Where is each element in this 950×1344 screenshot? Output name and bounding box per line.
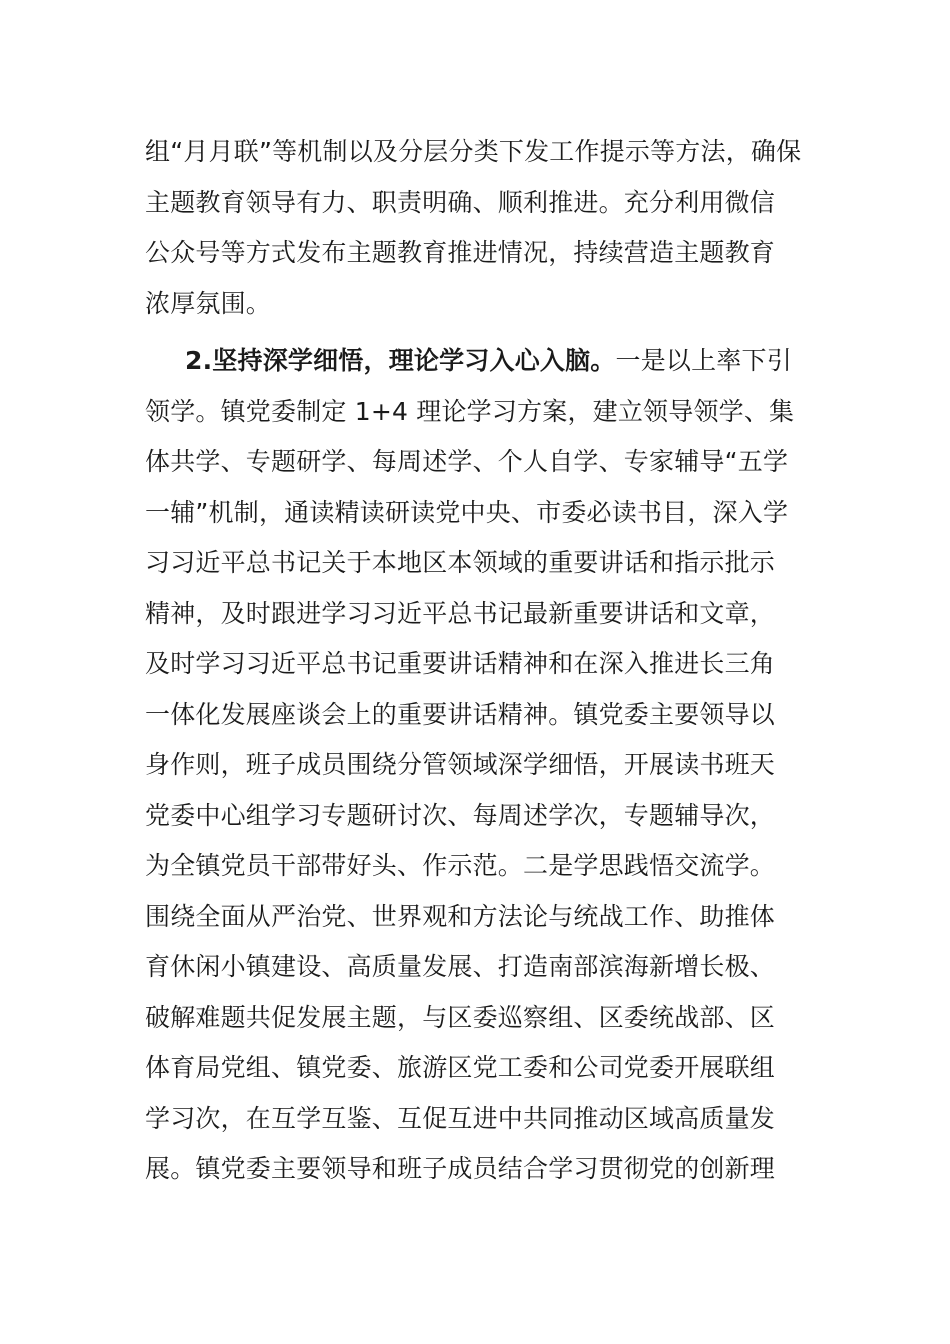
text-line: 精神，及时跟进学习习近平总书记最新重要讲话和文章， bbox=[145, 598, 776, 628]
text-line: 公众号等方式发布主题教育推进情况，持续营造主题教育 bbox=[145, 238, 776, 267]
paragraph-1 bbox=[145, 127, 810, 329]
text-line: 学习次，在互学互鉴、互促互进中共同推动区域高质量发 bbox=[145, 1103, 776, 1133]
text-line: 身作则，班子成员围绕分管领域深学细悟，开展读书班天 bbox=[145, 750, 776, 779]
document-body bbox=[145, 127, 810, 1195]
text-line: 一辅”机制，通读精读研读党中央、市委必读书目，深入学 bbox=[145, 497, 789, 527]
text-line: 为全镇党员干部带好头、作示范。二是学思践悟交流学。 bbox=[145, 851, 776, 880]
paragraph-2 bbox=[145, 336, 810, 1195]
text-line: 破解难题共促发展主题，与区委巡察组、区委统战部、区 bbox=[145, 1002, 776, 1032]
text-line: 浓厚氛围。 bbox=[145, 288, 272, 318]
paragraph-first-line bbox=[145, 336, 810, 387]
text-line: 组“月月联”等机制以及分层分类下发工作提示等方法，确保 bbox=[145, 137, 802, 166]
paragraph-spacer bbox=[145, 329, 810, 336]
text-line: 习习近平总书记关于本地区本领域的重要讲话和指示批示 bbox=[145, 548, 776, 577]
text-line: 体共学、专题研学、每周述学、个人自学、专家辅导“五学 bbox=[145, 447, 789, 476]
text-line: 围绕全面从严治党、世界观和方法论与统战工作、助推体 bbox=[145, 901, 776, 931]
text-line: 育休闲小镇建设、高质量发展、打造南部滨海新增长极、 bbox=[145, 952, 776, 981]
text-line: 及时学习习近平总书记重要讲话精神和在深入推进长三角 bbox=[145, 649, 776, 678]
text-line: 党委中心组学习专题研讨次、每周述学次，专题辅导次， bbox=[145, 800, 776, 830]
text-run: 一是以上率下引 bbox=[615, 346, 792, 375]
text-line: 体育局党组、镇党委、旅游区党工委和公司党委开展联组 bbox=[145, 1053, 776, 1082]
text-line: 主题教育领导有力、职责明确、顺利推进。充分利用微信 bbox=[145, 187, 776, 217]
text-line: 展。镇党委主要领导和班子成员结合学习贯彻党的创新理 bbox=[145, 1154, 776, 1183]
section-heading: 2.坚持深学细悟，理论学习入心入脑。 bbox=[185, 346, 616, 375]
text-line: 领学。镇党委制定 1+4 理论学习方案，建立领导领学、集 bbox=[145, 396, 795, 426]
text-line: 一体化发展座谈会上的重要讲话精神。镇党委主要领导以 bbox=[145, 699, 776, 729]
